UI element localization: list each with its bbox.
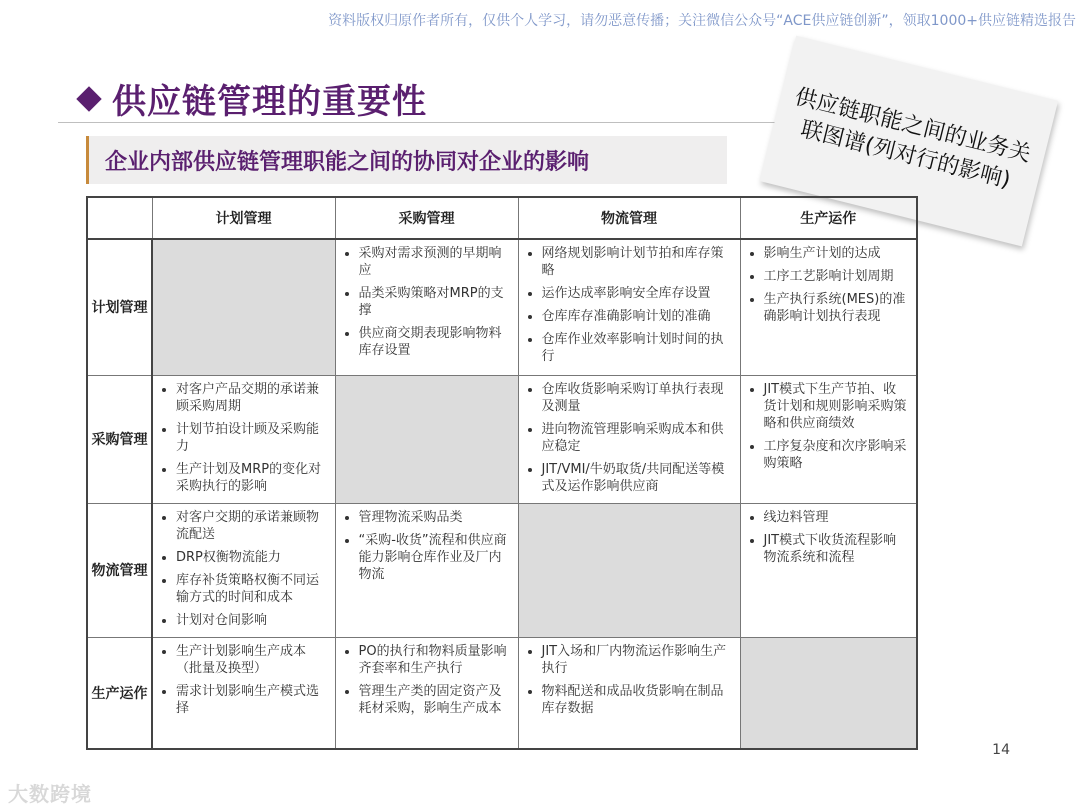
page-number: 14 [992, 742, 1010, 758]
cell-bullet-list [154, 377, 334, 495]
list-item: • 供应商交期表现影响物料库存设置 [359, 325, 511, 359]
list-item: • 生产执行系统(MES)的准确影响计划执行表现 [764, 291, 910, 325]
sticky-note: 供应链职能之间的业务关联图谱(列对行的影响) [760, 36, 1058, 247]
list-item: • 物料配送和成品收货影响在制品库存数据 [542, 683, 733, 717]
cell-bullet-list [520, 377, 739, 495]
list-item: • 生产计划及MRP的变化对采购执行的影响 [176, 461, 328, 495]
cell-bullet-list [520, 241, 739, 365]
cell-bullet-list [337, 505, 517, 583]
list-item: • 计划节拍设计顾及采购能力 [176, 421, 328, 455]
list-item: • JIT/VMI/牛奶取货/共同配送等模式及运作影响供应商 [542, 461, 733, 495]
list-item: • 仓库收货影响采购订单执行表现及测量 [542, 381, 733, 415]
list-item: • 品类采购策略对MRP的支撑 [359, 285, 511, 319]
cell-bullet-list [742, 241, 916, 325]
table-row [87, 503, 917, 637]
list-item: • 库存补货策略权衡不同运输方式的时间和成本 [176, 572, 328, 606]
cell-bullet-list [742, 505, 916, 566]
table-cell [335, 239, 518, 375]
list-item: • 采购对需求预测的早期响应 [359, 245, 511, 279]
list-item: • 影响生产计划的达成 [764, 245, 910, 262]
cell-bullet-list [154, 505, 334, 629]
function-matrix-table [86, 196, 918, 750]
table-cell [335, 637, 518, 749]
list-item: • 生产计划影响生产成本（批量及换型） [176, 643, 328, 677]
cell-bullet-list [337, 639, 517, 717]
watermark-logo [8, 778, 92, 807]
subtitle-banner [86, 136, 727, 184]
table-cell [152, 637, 335, 749]
table-cell [518, 375, 740, 503]
row-header: 采购管理 [87, 375, 152, 503]
list-item: • 需求计划影响生产模式选择 [176, 683, 328, 717]
list-item: • 计划对仓间影响 [176, 612, 328, 629]
column-header: 采购管理 [335, 197, 518, 239]
diagonal-empty-cell [335, 375, 518, 503]
row-header: 生产运作 [87, 637, 152, 749]
list-item: • 运作达成率影响安全库存设置 [542, 285, 733, 302]
list-item: • DRP权衡物流能力 [176, 549, 328, 566]
cell-bullet-list [520, 639, 739, 717]
column-header: 物流管理 [518, 197, 740, 239]
list-item: • 进向物流管理影响采购成本和供应稳定 [542, 421, 733, 455]
table-cell [740, 239, 917, 375]
table-cell [152, 375, 335, 503]
list-item: • 工序复杂度和次序影响采购策略 [764, 438, 910, 472]
diamond-bullet-icon [76, 86, 101, 111]
list-item: • PO的执行和物料质量影响齐套率和生产执行 [359, 643, 511, 677]
diagonal-empty-cell [152, 239, 335, 375]
list-item: • 仓库作业效率影响计划时间的执行 [542, 331, 733, 365]
list-item: • 管理物流采购品类 [359, 509, 511, 526]
list-item: • “采购-收货”流程和供应商能力影响仓库作业及厂内物流 [359, 532, 511, 583]
table-cell [740, 503, 917, 637]
table-cell [335, 503, 518, 637]
list-item: • JIT模式下收货流程影响物流系统和流程 [764, 532, 910, 566]
subtitle: 企业内部供应链管理职能之间的协同对企业的影响 [105, 149, 590, 175]
table-cell [518, 239, 740, 375]
table-cell [740, 375, 917, 503]
list-item: • 工序工艺影响计划周期 [764, 268, 910, 285]
list-item: • JIT模式下生产节拍、收货计划和规则影响采购策略和供应商绩效 [764, 381, 910, 432]
cell-bullet-list [337, 241, 517, 359]
cell-bullet-list [154, 639, 334, 717]
table-cell [152, 503, 335, 637]
table-row [87, 239, 917, 375]
diagonal-empty-cell [518, 503, 740, 637]
table-header-row [87, 197, 917, 239]
title-row [76, 74, 427, 123]
diagonal-empty-cell [740, 637, 917, 749]
table-cell [518, 637, 740, 749]
list-item: • 对客户交期的承诺兼顾物流配送 [176, 509, 328, 543]
column-header: 生产运作 [740, 197, 917, 239]
list-item: • 对客户产品交期的承诺兼顾采购周期 [176, 381, 328, 415]
table-row [87, 375, 917, 503]
column-header: 计划管理 [152, 197, 335, 239]
list-item: • JIT入场和厂内物流运作影响生产执行 [542, 643, 733, 677]
row-header: 物流管理 [87, 503, 152, 637]
cell-bullet-list [742, 377, 916, 472]
page-title: 供应链管理的重要性 [112, 82, 427, 122]
watermark-logo-text: 大数跨境 [8, 782, 92, 806]
list-item: • 网络规划影响计划节拍和库存策略 [542, 245, 733, 279]
table-corner-header [87, 197, 152, 239]
table-row [87, 637, 917, 749]
list-item: • 管理生产类的固定资产及耗材采购，影响生产成本 [359, 683, 511, 717]
list-item: • 仓库库存准确影响计划的准确 [542, 308, 733, 325]
copyright-notice: 资料版权归原作者所有，仅供个人学习，请勿恶意传播；关注微信公众号“ACE供应链创新”，领取1000+供应链精选报告 [328, 13, 1076, 29]
row-header: 计划管理 [87, 239, 152, 375]
list-item: • 线边料管理 [764, 509, 910, 526]
